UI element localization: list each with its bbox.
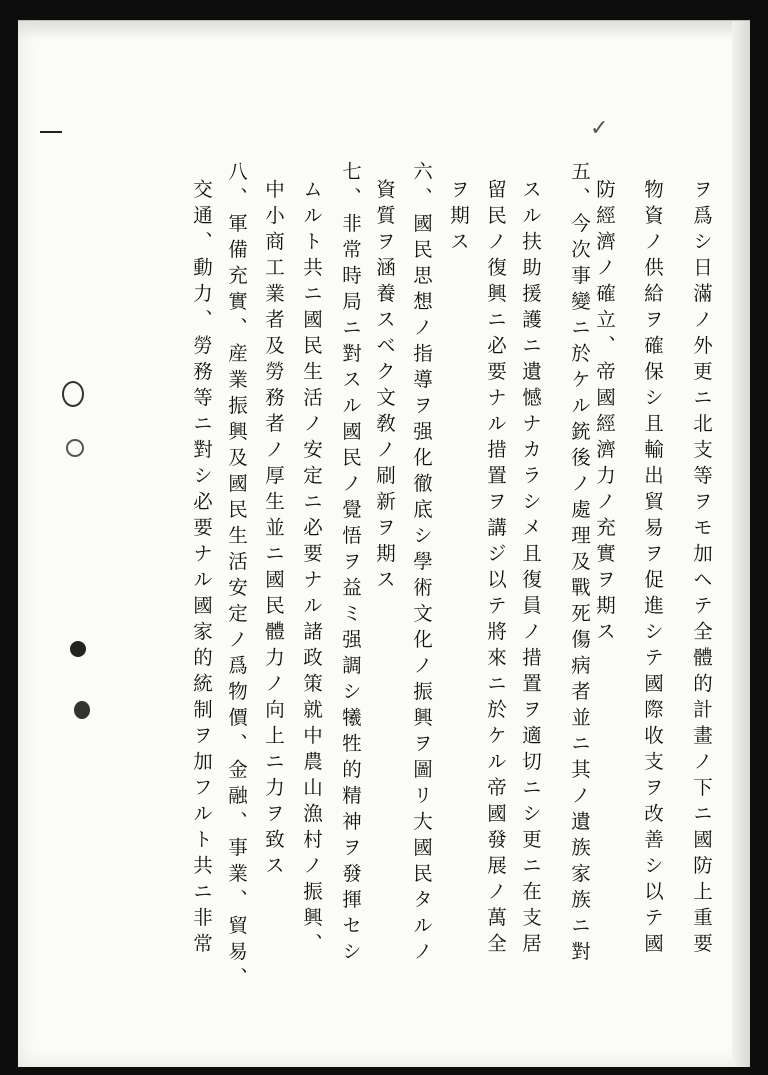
text-column-1: ヲ爲シ日滿ノ外更ニ北支等ヲモ加ヘテ全體的計畫ノ下ニ國防上重要 [690,179,713,959]
text-column-4: 五、今次事變ニ於ケル銃後ノ處理及戰死傷病者並ニ其ノ遺族家族ニ對 [568,161,591,967]
text-column-2: 物資ノ供給ヲ確保シ且輸出貿易ヲ促進シテ國際收支ヲ改善シ以テ國 [641,179,664,959]
text-column-10: 七、非常時局ニ對スル國民ノ覺悟ヲ益ミ强調シ犧牲的精神ヲ發揮セシ [339,161,362,967]
text-column-5: スル扶助援護ニ遺憾ナカラシメ且復員ノ措置ヲ適切ニシ更ニ在支居 [519,179,542,959]
text-column-12: 中小商工業者及勞務者ノ厚生並ニ國民體力ノ向上ニ力ヲ致ス [262,179,285,881]
binder-hole [74,701,90,719]
pencil-check-mark: ✓ [590,116,609,141]
binder-hole [66,439,84,457]
text-column-14: 交通、動力、勞務等ニ對シ必要ナル國家的統制ヲ加フルト共ニ非常 [190,179,213,959]
text-column-13: 八、軍備充實、産業振興及國民生活安定ノ爲物價、金融、事業、貿易、 [225,161,248,993]
page-top-edge [18,21,750,39]
text-column-9: 資質ヲ涵養スベク文敎ノ刷新ヲ期ス [373,179,396,595]
text-column-3: 防經濟ノ確立、帝國經濟力ノ充實ヲ期ス [593,179,616,647]
text-column-7: ヲ期ス [447,179,470,257]
text-column-11: ムルト共ニ國民生活ノ安定ニ必要ナル諸政策就中農山漁村ノ振興、 [300,179,323,959]
document-page [18,20,750,1067]
binder-mark [40,131,62,133]
binder-hole [70,641,86,657]
text-column-6: 留民ノ復興ニ必要ナル措置ヲ講ジ以テ將來ニ於ケル帝國發展ノ萬全 [484,179,507,959]
text-column-8: 六、國民思想ノ指導ヲ强化徹底シ學術文化ノ振興ヲ圖リ大國民タルノ [410,161,433,967]
binder-hole [62,381,84,407]
page-right-edge [732,21,750,1067]
